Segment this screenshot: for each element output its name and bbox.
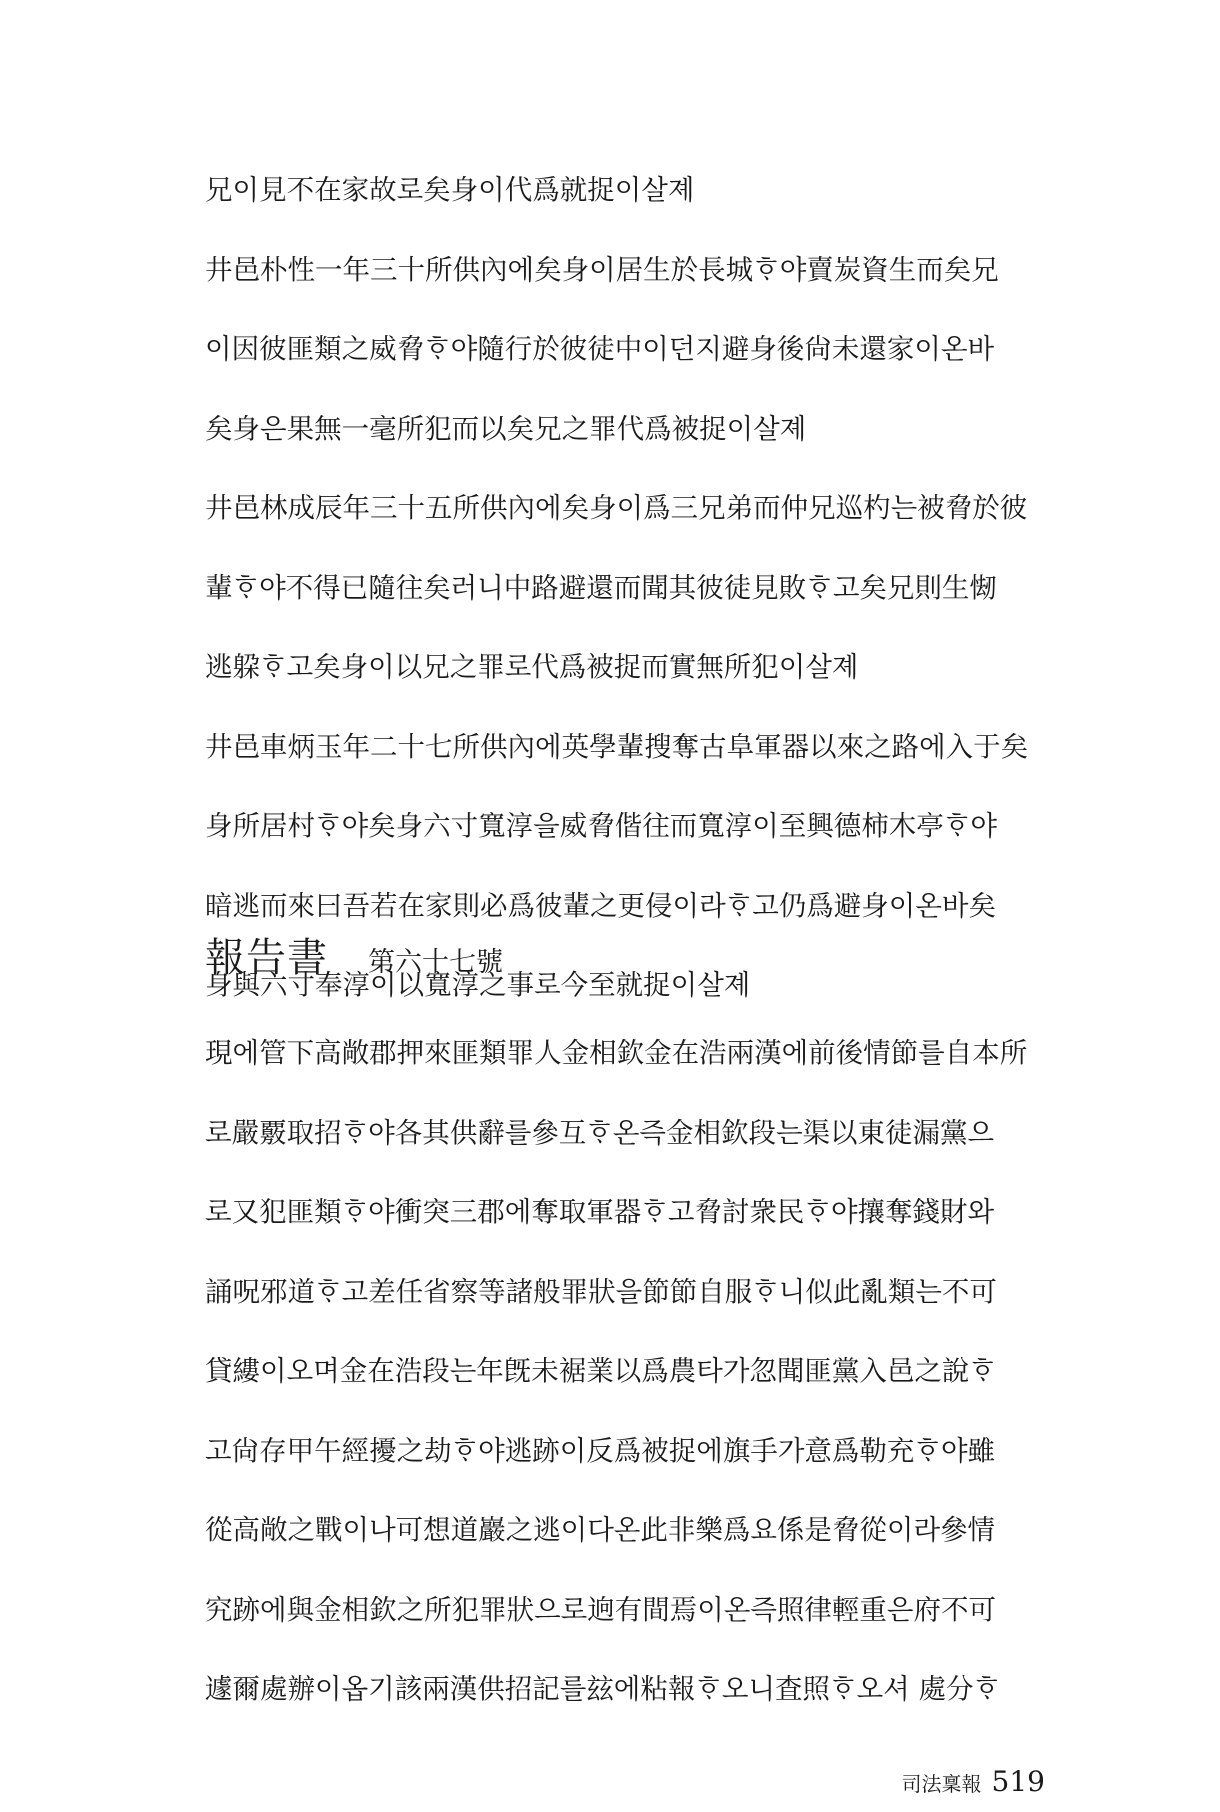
text-line: 井邑車炳玉年二十七所供內에英學輩搜奪古阜軍器以來之路에入于矣 <box>205 730 1029 763</box>
report-heading <box>205 935 503 981</box>
page-footer <box>901 1765 1045 1798</box>
text-line: 身所居村ᄒᆞ야矣身六寸寬淳을威脅偕往而寬淳이至興德柿木亭ᄒᆞ야 <box>205 810 997 842</box>
text-line: 로嚴覈取招ᄒᆞ야各其供辭를參互ᄒᆞ온즉金相欽段는渠以東徒漏黨으 <box>205 1116 995 1149</box>
report-title: 報告書 <box>205 935 328 981</box>
text-line: 矣身은果無一毫所犯而以矣兄之罪代爲被捉이살졔 <box>205 412 807 445</box>
text-line: 暗逃而來曰吾若在家則必爲彼輩之更侵이라ᄒᆞ고仍爲避身이온바矣 <box>205 889 996 922</box>
text-line: 究跡에與金相欽之所犯罪狀으로逈有間焉이온즉照律輕重은府不可 <box>205 1593 996 1626</box>
body-text-top <box>205 174 1045 1052</box>
text-line: 身與六寸奉淳이以寬淳之事로今至就捉이살졔 <box>205 969 751 1001</box>
text-line: 輩ᄒᆞ야不得已隨往矣러니中路避還而聞其彼徒見敗ᄒᆞ고矣兄則生㥘 <box>205 571 997 604</box>
text-line: 從高敞之戰이나可想道巖之逃이다온此非樂爲요係是脅從이라參情 <box>205 1514 996 1546</box>
text-line: 고尙存甲午經擾之劫ᄒᆞ야逃跡이反爲被捉에旗手가意爲勒充ᄒᆞ야雖 <box>205 1434 996 1467</box>
report-number: 第六十七號 <box>368 947 503 978</box>
text-line: 井邑林成辰年三十五所供內에矣身이爲三兄弟而仲兄巡杓는被脅於彼 <box>205 492 1028 524</box>
text-line: 遽爾處辦이옵기該兩漢供招記를玆에粘報ᄒᆞ오니査照ᄒᆞ오셔 處分ᄒᆞ <box>205 1673 1001 1705</box>
text-line: 이因彼匪類之威脅ᄒᆞ야隨行於彼徒中이던지避身後尙未還家이온바 <box>205 333 995 365</box>
text-line: 現에管下高敞郡押來匪類罪人金相欽金在浩兩漢에前後情節를自本所 <box>205 1037 1028 1069</box>
text-line: 井邑朴性一年三十所供內에矣身이居生於長城ᄒᆞ야賣炭資生而矣兄 <box>205 253 999 286</box>
text-line: 誦呪邪道ᄒᆞ고差任省察等諸般罪狀을節節自服ᄒᆞ니似此亂類는不可 <box>205 1275 997 1308</box>
text-line: 兄이見不在家故로矣身이代爲就捉이살졔 <box>205 174 695 206</box>
publication-title: 司法稟報 <box>901 1772 982 1796</box>
text-line: 로又犯匪類ᄒᆞ야衝突三郡에奪取軍器ᄒᆞ고脅討衆民ᄒᆞ야攘奪錢財와 <box>205 1196 995 1228</box>
text-line: 貸縷이오며金在浩段는年旣未裾業以爲農타가忽聞匪黨入邑之說ᄒᆞ <box>205 1355 996 1387</box>
text-line: 逃躱ᄒᆞ고矣身이以兄之罪로代爲被捉而實無所犯이살졔 <box>205 651 859 683</box>
page-number: 519 <box>991 1765 1045 1798</box>
body-text-report <box>205 1037 1045 1756</box>
